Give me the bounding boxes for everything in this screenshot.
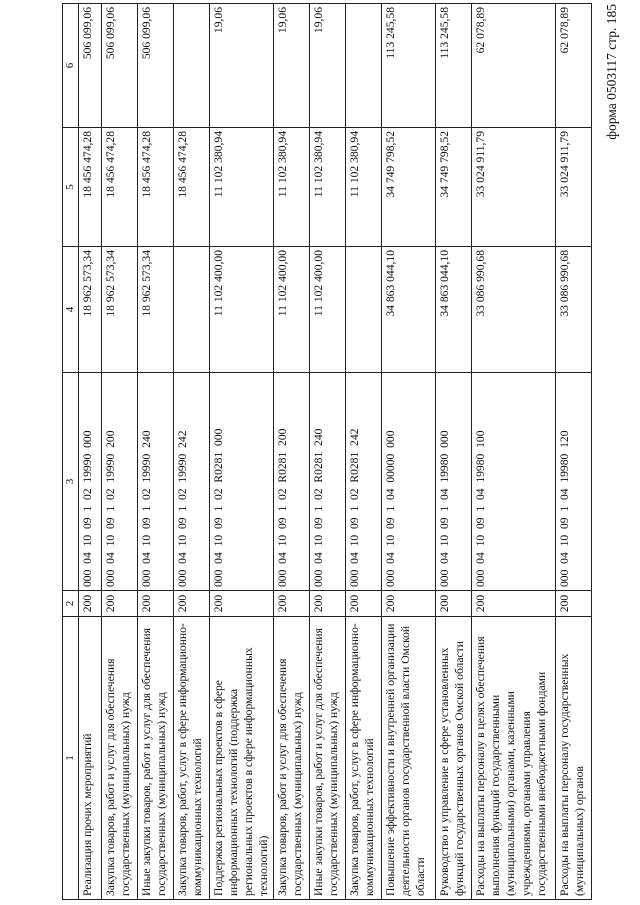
table-row [471, 4, 555, 900]
row-unexecuted [345, 4, 381, 128]
row-line-code: 200 [137, 591, 173, 617]
table-row [137, 4, 173, 900]
row-approved: 18 962 573,34 [101, 247, 137, 373]
form-reference [598, 4, 638, 164]
row-line-code: 200 [345, 591, 381, 617]
table-row [381, 4, 435, 900]
form-reference-text: форма 0503117 стр. 185 [604, 4, 619, 140]
row-line-code: 200 [209, 591, 273, 617]
row-approved: 18 962 573,34 [78, 247, 101, 373]
table-header-row [63, 4, 79, 900]
row-executed: 33 024 911,79 [555, 128, 591, 247]
row-approved: 34 863 044,10 [435, 247, 471, 373]
row-approved: 11 102 400,00 [309, 247, 345, 373]
row-executed: 34 749 798,52 [435, 128, 471, 247]
table-row [345, 4, 381, 900]
row-line-code: 200 [173, 591, 209, 617]
row-executed: 11 102 380,94 [345, 128, 381, 247]
row-unexecuted: 113 245,58 [435, 4, 471, 128]
row-line-code: 200 [471, 591, 555, 617]
row-name: Расходы на выплаты персоналу в целях обеспечения выполнения функций государственными (муниципальными) органами, казенными учреждениями, органами управления государственными внебюджетными фондами [471, 617, 555, 900]
row-unexecuted: 62 078,89 [471, 4, 555, 128]
header-col-5: 5 [63, 128, 79, 247]
expenditure-table [62, 3, 592, 900]
row-unexecuted: 62 078,89 [555, 4, 591, 128]
table-row [435, 4, 471, 900]
row-classification-code: 000 04 10 09 1 02 19990 242 [173, 373, 209, 591]
header-col-1: 1 [63, 617, 79, 900]
header-col-4: 4 [63, 247, 79, 373]
row-executed: 33 024 911,79 [471, 128, 555, 247]
row-line-code: 200 [78, 591, 101, 617]
row-name: Повышение эффективности и внутренней организации деятельности органов государственной власти Омской области [381, 617, 435, 900]
row-approved: 33 086 990,68 [555, 247, 591, 373]
row-executed: 34 749 798,52 [381, 128, 435, 247]
row-classification-code: 000 04 10 09 1 04 19980 000 [435, 373, 471, 591]
row-name: Расходы на выплаты персоналу государственных (муниципальных) органов [555, 617, 591, 900]
row-unexecuted: 506 099,06 [137, 4, 173, 128]
table-row [78, 4, 101, 900]
row-classification-code: 000 04 10 09 1 02 19990 000 [78, 373, 101, 591]
row-approved: 33 086 990,68 [471, 247, 555, 373]
row-classification-code: 000 04 10 09 1 04 19980 100 [471, 373, 555, 591]
row-unexecuted: 506 099,06 [78, 4, 101, 128]
row-executed: 11 102 380,94 [273, 128, 309, 247]
row-classification-code: 000 04 10 09 1 02 19990 200 [101, 373, 137, 591]
table-row [173, 4, 209, 900]
row-classification-code: 000 04 10 09 1 02 R0281 242 [345, 373, 381, 591]
row-name: Закупка товаров, работ и услуг для обеспечения государственных (муниципальных) нужд [273, 617, 309, 900]
row-approved [173, 247, 209, 373]
header-col-3: 3 [63, 373, 79, 591]
table-row [309, 4, 345, 900]
row-line-code: 200 [381, 591, 435, 617]
header-col-6: 6 [63, 4, 79, 128]
row-line-code: 200 [435, 591, 471, 617]
row-unexecuted: 19,06 [273, 4, 309, 128]
row-name: Поддержка региональных проектов в сфере информационных технологий (поддержка региональных проектов в сфере информационных технологий) [209, 617, 273, 900]
table-row [273, 4, 309, 900]
row-classification-code: 000 04 10 09 1 02 R0281 200 [273, 373, 309, 591]
row-classification-code: 000 04 10 09 1 04 00000 000 [381, 373, 435, 591]
row-line-code: 200 [309, 591, 345, 617]
row-executed: 18 456 474,28 [101, 128, 137, 247]
table-row [209, 4, 273, 900]
row-executed: 11 102 380,94 [309, 128, 345, 247]
header-col-2: 2 [63, 591, 79, 617]
row-unexecuted: 19,06 [309, 4, 345, 128]
row-unexecuted [173, 4, 209, 128]
report-sheet-rotated [62, 4, 586, 900]
row-classification-code: 000 04 10 09 1 02 R0281 240 [309, 373, 345, 591]
row-executed: 18 456 474,28 [137, 128, 173, 247]
row-name: Иные закупки товаров, работ и услуг для обеспечения государственных (муниципальных) нужд [309, 617, 345, 900]
row-approved: 11 102 400,00 [273, 247, 309, 373]
row-executed: 18 456 474,28 [173, 128, 209, 247]
row-line-code: 200 [273, 591, 309, 617]
row-name: Закупка товаров, работ, услуг в сфере информационно-коммуникационных технологий [173, 617, 209, 900]
row-executed: 18 456 474,28 [78, 128, 101, 247]
row-classification-code: 000 04 10 09 1 02 R0281 000 [209, 373, 273, 591]
row-line-code: 200 [555, 591, 591, 617]
row-unexecuted: 113 245,58 [381, 4, 435, 128]
table-row [555, 4, 591, 900]
row-name: Руководство и управление в сфере установленных функций государственных органов Омской области [435, 617, 471, 900]
row-approved [345, 247, 381, 373]
report-sheet [62, 4, 586, 900]
row-name: Иные закупки товаров, работ и услуг для обеспечения государственных (муниципальных) нужд [137, 617, 173, 900]
row-classification-code: 000 04 10 09 1 04 19980 120 [555, 373, 591, 591]
row-unexecuted: 19,06 [209, 4, 273, 128]
row-unexecuted: 506 099,06 [101, 4, 137, 128]
row-classification-code: 000 04 10 09 1 02 19990 240 [137, 373, 173, 591]
row-approved: 11 102 400,00 [209, 247, 273, 373]
row-name: Закупка товаров, работ, услуг в сфере информационно-коммуникационных технологий [345, 617, 381, 900]
row-name: Реализация прочих мероприятий [78, 617, 101, 900]
row-name: Закупка товаров, работ и услуг для обеспечения государственных (муниципальных) нужд [101, 617, 137, 900]
row-line-code: 200 [101, 591, 137, 617]
row-approved: 34 863 044,10 [381, 247, 435, 373]
table-row [101, 4, 137, 900]
row-approved: 18 962 573,34 [137, 247, 173, 373]
row-executed: 11 102 380,94 [209, 128, 273, 247]
